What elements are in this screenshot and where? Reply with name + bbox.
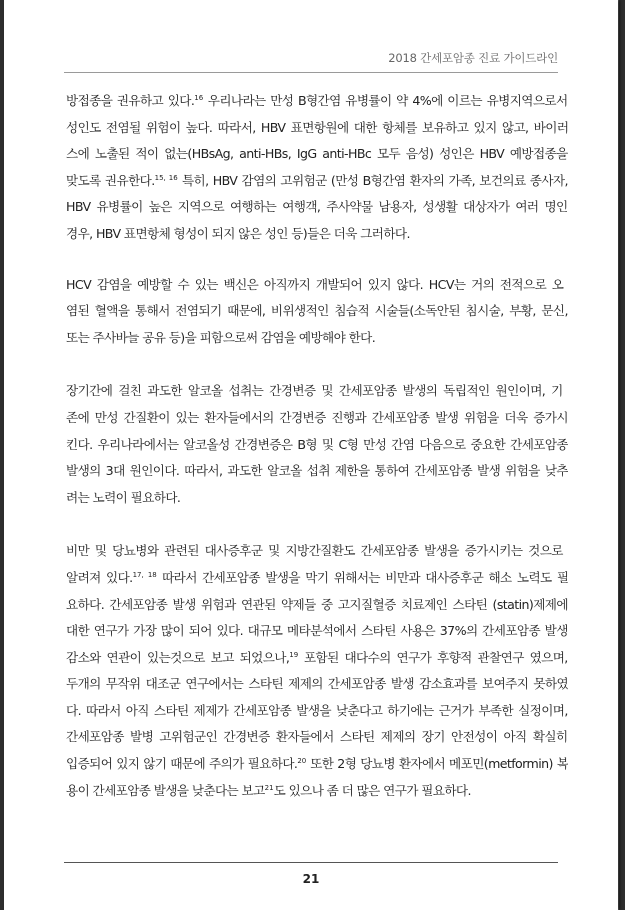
text-segment: 비만 및 당뇨병와 관련된 대사증후군 및 지방간질환도 간세포암종 발생을 증가시키는 것으로 <box>66 543 563 559</box>
text-segment: HBV 유병률이 높은 지역으로 여행하는 여행객, 주사약물 남용자, 성생활 대상자가 여러 명인 <box>66 199 568 215</box>
page-number: 21 <box>302 872 320 886</box>
text-line <box>66 458 568 485</box>
text-segment: 경우, HBV 표면항체 형성이 되지 않은 성인 등)들은 더욱 그러하다. <box>66 225 410 241</box>
text-segment: 도 있으나 좀 더 많은 연구가 필요하다. <box>273 782 471 798</box>
paragraph <box>66 88 568 248</box>
text-line <box>66 538 568 565</box>
text-line <box>66 115 568 142</box>
header-divider <box>64 72 558 73</box>
text-segment: 간세포암종 발병 고위험군인 간경변증 환자들에서 스타틴 제제의 장기 안전성이 아직 확실히 <box>66 729 568 745</box>
text-segment: 방접종을 권유하고 있다. <box>66 93 195 108</box>
text-line <box>66 698 568 725</box>
text-segment: 존에 만성 간질환이 있는 환자들에서의 간경변증 진행과 간세포암종 발생 위험을 더욱 증가시 <box>66 409 568 425</box>
text-segment: 우리나라는 만성 B형간염 유병률이 약 4%에 이르는 유병지역으로서 <box>203 93 568 108</box>
text-segment: 감소와 연관이 있는것으로 보고 되었으나, <box>66 649 290 665</box>
text-segment: 장기간에 걸친 과도한 알코올 섭취는 간경변증 및 간세포암종 발생의 독립적인 원인이며, 기 <box>66 383 563 399</box>
text-segment: 용이 간세포암종 발생을 낮춘다는 보고 <box>66 782 265 798</box>
text-segment: 려는 노력이 필요하다. <box>66 489 181 505</box>
text-segment: 따라서 간세포암종 발생을 막기 위해서는 비만과 대사증후군 해소 노력도 필 <box>156 569 568 585</box>
text-line <box>66 194 568 221</box>
citation-superscript: 16 <box>194 94 204 102</box>
text-line <box>66 298 568 325</box>
text-segment: 다. 따라서 아직 스타틴 제제가 간세포암종 발생을 낮춘다고 하기에는 근거가 부족한 실정이며, <box>66 702 568 718</box>
text-line <box>66 221 568 248</box>
citation-superscript: 19 <box>289 650 299 659</box>
text-segment: 요하다. 간세포암종 발생 위험과 연관된 약제들 중 고지질혈증 치료제인 스타틴 (statin)제제에 <box>66 596 568 612</box>
footer-divider <box>64 862 558 863</box>
text-line <box>66 378 568 405</box>
text-line <box>66 565 568 592</box>
citation-superscript: 17, 18 <box>132 570 157 579</box>
text-segment: 킨다. 우리나라에서는 알코올성 간경변증은 B형 및 C형 만성 간염 다음으로 중요한 간세포암종 <box>66 436 568 452</box>
text-line <box>66 432 568 459</box>
text-line <box>66 272 568 299</box>
viewer-right-edge <box>619 0 625 910</box>
text-segment: 염된 혈액을 통해서 전염되기 때문에, 비위생적인 침습적 시술들(소독안된 침시술, 부황, 문신, <box>66 303 568 319</box>
running-header: 2018 간세포암종 진료 가이드라인 <box>388 51 558 65</box>
body-text <box>66 88 568 831</box>
paragraph <box>66 272 568 352</box>
text-segment: HCV 감염을 예방할 수 있는 백신은 아직까지 개발되어 있지 않다. HCV는 거의 전적으로 오 <box>66 276 564 292</box>
citation-superscript: 20 <box>297 757 307 766</box>
text-segment: 입증되어 있지 않기 때문에 주의가 필요하다. <box>66 756 298 772</box>
paragraph <box>66 538 568 804</box>
text-line <box>66 618 568 645</box>
text-segment: 발생의 3대 원인이다. 따라서, 과도한 알코올 섭취 제한을 통하여 간세포암종 발생 위험을 낮추 <box>66 463 568 479</box>
text-line <box>66 645 568 672</box>
text-segment: 대한 연구가 가장 많이 되어 있다. 대규모 메타분석에서 스타틴 사용은 37%의 간세포암종 발생 <box>66 623 568 639</box>
text-segment: 스에 노출된 적이 없는(HBsAg, anti-HBs, IgG anti-HBc 모두 음성) 성인은 HBV 예방접종을 <box>66 146 568 162</box>
text-line <box>66 751 568 778</box>
text-segment: 또는 주사바늘 공유 등)을 피함으로써 감염을 예방해야 한다. <box>66 329 376 345</box>
text-segment: 포함된 대다수의 연구가 후향적 관찰연구 였으며, <box>298 649 568 665</box>
text-segment: 성인도 전염될 위험이 높다. 따라서, HBV 표면항원에 대한 항체를 보유하고 있지 않고, 바이러 <box>66 119 568 135</box>
text-segment: 특히, HBV 감염의 고위험군 (만성 B형간염 환자의 가족, 보건의료 종사자, <box>177 172 568 188</box>
text-line <box>66 778 568 805</box>
text-line <box>66 405 568 432</box>
text-line <box>66 168 568 195</box>
text-line <box>66 724 568 751</box>
text-line <box>66 325 568 352</box>
text-line <box>66 485 568 512</box>
text-line <box>66 671 568 698</box>
text-segment: 또한 2형 당뇨병 환자에서 메포민(metformin) 복 <box>306 756 568 772</box>
text-segment: 알려져 있다. <box>66 569 133 585</box>
text-line <box>66 141 568 168</box>
citation-superscript: 21 <box>264 783 274 792</box>
text-line <box>66 88 568 115</box>
text-line <box>66 592 568 619</box>
citation-superscript: 15, 16 <box>154 173 178 182</box>
paragraph <box>66 378 568 511</box>
text-segment: 두개의 무작위 대조군 연구에서는 스타틴 제제의 간세포암종 발생 감소효과를 보여주지 못하였 <box>66 676 568 692</box>
document-page <box>4 0 618 910</box>
text-segment: 맞도록 권유한다. <box>66 172 155 188</box>
